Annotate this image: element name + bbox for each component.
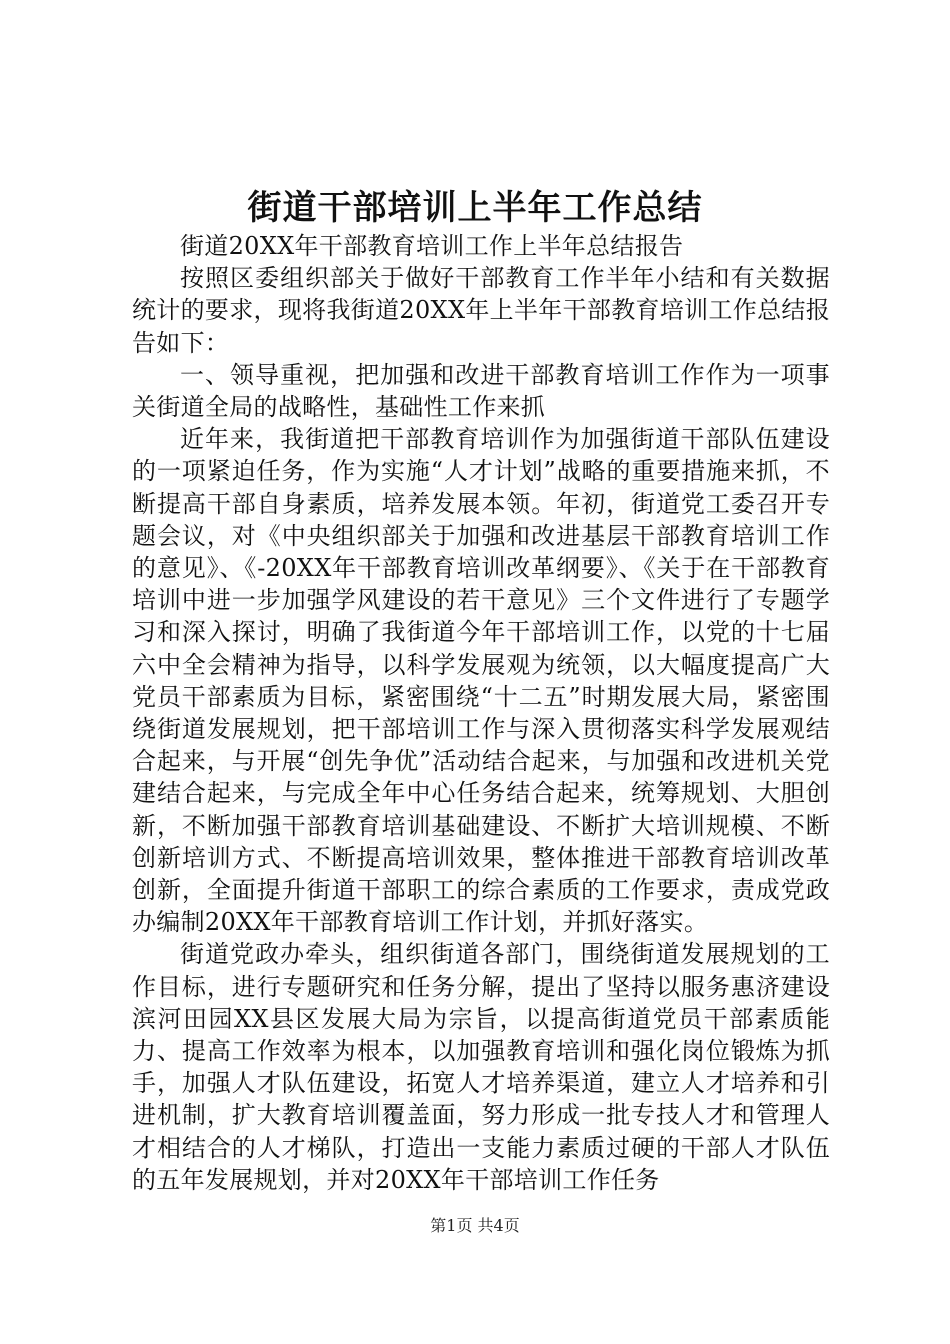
paragraph-party-office: 街道党政办牵头，组织街道各部门，围绕街道发展规划的工作目标，进行专题研究和任务分解，提出了坚持以服务惠济建设滨河田园XX县区发展大局为宗旨，以提高街道党员干部素质能力、提高工作效率为根本，以加强教育培训和强化岗位锻炼为抓手，加强人才队伍建设，拓宽人才培养渠道，建立人才培养和引进机制，扩大教育培训覆盖面，努力形成一批专技人才和管理人才相结合的人才梯队，打造出一支能力素质过硬的干部人才队伍的五年发展规划，并对20XX年干部培训工作任务 (132, 940, 830, 1194)
paragraph-section-one-heading: 一、领导重视，把加强和改进干部教育培训工作作为一项事关街道全局的战略性，基础性工作来抓 (132, 360, 830, 422)
paragraph-report-heading: 街道20XX年干部教育培训工作上半年总结报告 (180, 232, 684, 260)
page-number-footer: 第1页 共4页 (430, 1216, 520, 1235)
document-title: 街道干部培训上半年工作总结 (247, 188, 703, 228)
document-body (132, 230, 830, 1196)
paragraph-intro: 按照区委组织部关于做好干部教育工作半年小结和有关数据统计的要求，现将我街道20XX年上半年干部教育培训工作总结报告如下： (132, 264, 830, 357)
paragraph-recent-years: 近年来，我街道把干部教育培训作为加强街道干部队伍建设的一项紧迫任务，作为实施“人才计划”战略的重要措施来抓，不断提高干部自身素质，培养发展本领。年初，街道党工委召开专题会议，对《中央组织部关于加强和改进基层干部教育培训工作的意见》、《-20XX年干部教育培训改革纲要》、《关于在干部教育培训中进一步加强学风建设的若干意见》三个文件进行了专题学习和深入探讨，明确了我街道今年干部培训工作，以党的十七届六中全会精神为指导，以科学发展观为统领，以大幅度提高广大党员干部素质为目标，紧密围绕“十二五”时期发展大局，紧密围绕街道发展规划，把干部培训工作与深入贯彻落实科学发展观结合起来，与开展“创先争优”活动结合起来，与加强和改进机关党建结合起来，与完成全年中心任务结合起来，统筹规划、大胆创新，不断加强干部教育培训基础建设、不断扩大培训规模、不断创新培训方式、不断提高培训效果，整体推进干部教育培训改革创新，全面提升街道干部职工的综合素质的工作要求，责成党政办编制20XX年干部教育培训工作计划，并抓好落实。 (132, 425, 830, 937)
